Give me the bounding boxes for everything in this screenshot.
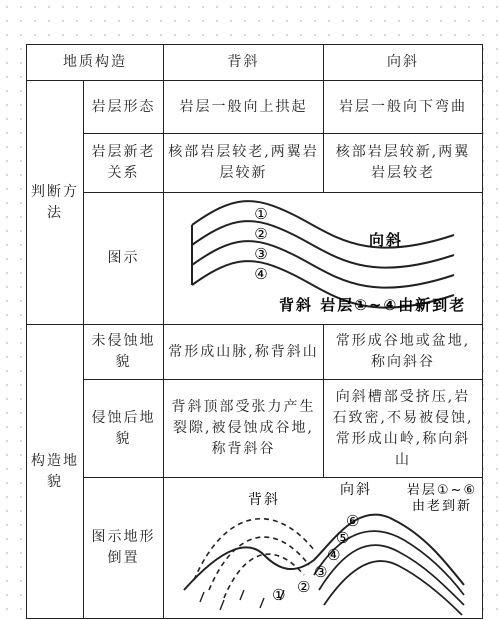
eroded-layer-dashed-2: [209, 537, 309, 590]
terrain-layer-label-4: ④: [327, 545, 343, 564]
terrain-inversion-diagram: [164, 480, 482, 617]
syncline-label-2: 向斜: [340, 481, 372, 498]
cell-syncline-uneroded: 常形成谷地或盆地,称向斜谷: [324, 325, 483, 380]
header-syncline: 向斜: [324, 45, 483, 81]
eroded-layer-dashed-3: [224, 554, 304, 598]
cell-anticline-uneroded: 常形成山脉,称背斜山: [164, 325, 324, 380]
row-eroded: [27, 380, 483, 478]
row-rock-shape: [27, 81, 483, 134]
row-label-rock-shape: 岩层形态: [84, 81, 164, 134]
section-landform-text: 构造地貌: [31, 452, 79, 490]
geological-structure-table: [26, 44, 483, 619]
cell-anticline-eroded: 背斜顶部受张力产生裂隙,被侵蚀成谷地,称背斜谷: [164, 380, 324, 478]
row-uneroded: [27, 325, 483, 380]
cell-syncline-shape: 岩层一般向下弯曲: [324, 81, 483, 134]
row-label-rock-age: 岩层新老关系: [84, 134, 164, 193]
terrain-layer-label-5: ⑤: [336, 528, 352, 547]
cell-syncline-age: 核部岩层较新,两翼岩层较老: [324, 134, 483, 193]
fold-layer-label-3: ③: [254, 244, 270, 263]
row-label-eroded: 侵蚀后地貌: [84, 380, 164, 478]
row-label-diagram: 图示: [84, 193, 164, 325]
fold-diagram: [164, 195, 482, 323]
rock-hatch-4: [260, 598, 264, 608]
row-diagram-1: [27, 193, 483, 325]
legend-line-2: 由老到新: [411, 498, 473, 514]
terrain-diagram-cell: [164, 478, 483, 619]
header-anticline: 背斜: [164, 45, 324, 81]
syncline-label: 向斜: [369, 230, 404, 249]
fold-diagram-cell: [164, 193, 483, 325]
section-landform-label: [27, 325, 84, 619]
row-diagram-2: [27, 478, 483, 619]
row-label-uneroded: 未侵蚀地貌: [84, 325, 164, 380]
fold-layer-label-1: ①: [254, 204, 270, 223]
cell-syncline-eroded: 向斜槽部受挤压,岩石致密,不易被侵蚀,常形成山岭,称向斜山: [324, 380, 483, 478]
terrain-layer-label-2: ②: [297, 577, 313, 596]
header-structure: 地质构造: [27, 45, 164, 81]
terrain-layer-label-6: ⑥: [346, 511, 362, 530]
cell-anticline-age: 核部岩层较老,两翼岩层较新: [164, 134, 324, 193]
fold-layer-label-4: ④: [254, 264, 270, 283]
fold-layer-label-2: ②: [254, 224, 270, 243]
cell-anticline-shape: 岩层一般向上拱起: [164, 81, 324, 134]
rock-hatch-2: [220, 600, 224, 610]
fold-caption: 背斜 岩层①~④由新到老: [279, 295, 467, 314]
rock-hatch-3: [240, 590, 244, 600]
rock-hatch-1: [200, 592, 204, 602]
row-label-terrain-inversion: 图示地形倒置: [84, 478, 164, 619]
section-judgment-label: [27, 81, 84, 325]
header-row: [27, 45, 483, 81]
terrain-layer-label-1: ①: [272, 585, 288, 604]
anticline-label: 背斜: [248, 491, 280, 508]
legend-line-1: 岩层①~⑥: [406, 482, 478, 498]
terrain-layer-label-3: ③: [314, 562, 330, 581]
section-judgment-text: 判断方法: [31, 183, 79, 221]
row-rock-age: [27, 134, 483, 193]
